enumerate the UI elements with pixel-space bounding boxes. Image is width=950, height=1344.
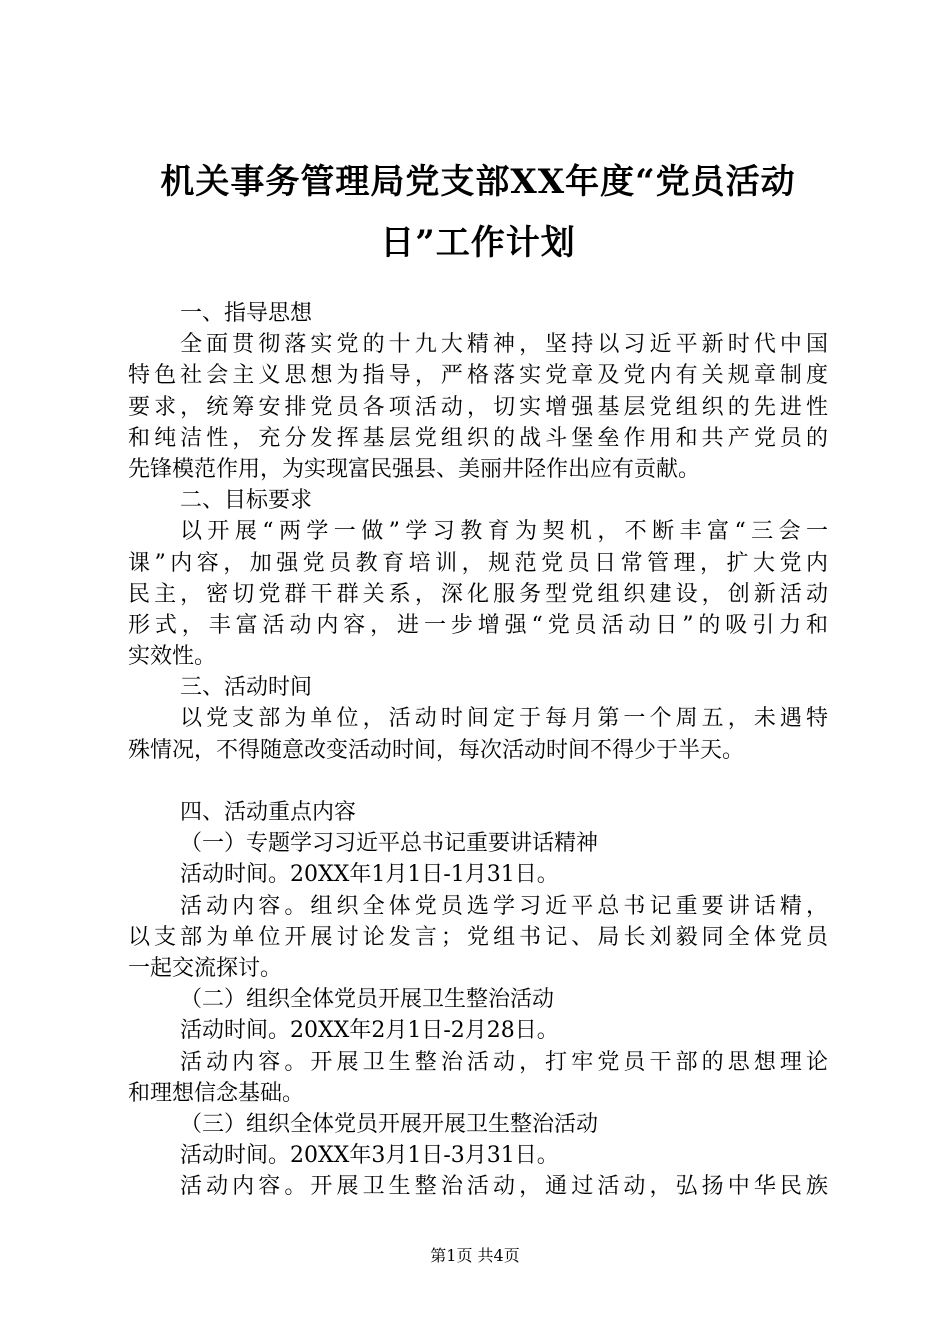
activity-time: 活动时间。20XX年2月1日-2月28日。 [180, 1018, 559, 1044]
paragraph-line: 课”内容，加强党员教育培训，规范党员日常管理，扩大党内 [128, 550, 828, 576]
activity-time: 活动时间。20XX年1月1日-1月31日。 [180, 862, 559, 888]
subsection-heading: （二）组织全体党员开展卫生整治活动 [180, 987, 555, 1013]
document-title-line-2: 日”工作计划 [380, 223, 576, 263]
paragraph-line: 特色社会主义思想为指导，严格落实党章及党内有关规章制度 [128, 363, 828, 389]
paragraph-line: 以党支部为单位，活动时间定于每月第一个周五，未遇特 [180, 706, 828, 732]
paragraph-line: 实效性。 [128, 644, 217, 670]
page-footer: 第1页 共4页 [430, 1246, 520, 1265]
paragraph-line: 民主，密切党群干群关系，深化服务型党组织建设，创新活动 [128, 581, 828, 607]
paragraph-line: 要求，统筹安排党员各项活动，切实增强基层党组织的先进性 [128, 394, 828, 420]
section-heading: 一、指导思想 [180, 301, 313, 326]
paragraph-line: 形式，丰富活动内容，进一步增强“党员活动日”的吸引力和 [128, 612, 828, 638]
paragraph-line: 全面贯彻落实党的十九大精神，坚持以习近平新时代中国 [180, 332, 828, 358]
paragraph-line: 活动内容。开展卫生整治活动，打牢党员干部的思想理论 [180, 1049, 828, 1075]
section-heading: 四、活动重点内容 [180, 800, 357, 825]
paragraph-line: 活动内容。组织全体党员选学习近平总书记重要讲话精， [180, 893, 828, 919]
blank-line [128, 766, 828, 797]
paragraph-line: 以开展“两学一做”学习教育为契机，不断丰富“三会一 [180, 519, 828, 545]
document-body [128, 298, 828, 1202]
paragraph-line: 一起交流探讨。 [128, 955, 283, 981]
paragraph-line: 先锋模范作用，为实现富民强县、美丽井陉作出应有贡献。 [128, 456, 701, 482]
subsection-heading: （一）专题学习习近平总书记重要讲话精神 [180, 831, 599, 857]
paragraph-line: 和理想信念基础。 [128, 1080, 305, 1106]
subsection-heading: （三）组织全体党员开展开展卫生整治活动 [180, 1111, 599, 1137]
document-title-line-1: 机关事务管理局党支部XX年度“党员活动 [160, 162, 796, 202]
section-heading: 三、活动时间 [180, 675, 313, 701]
section-heading: 二、目标要求 [180, 488, 313, 514]
paragraph-line: 以支部为单位开展讨论发言；党组书记、局长刘毅同全体党员 [128, 924, 828, 950]
paragraph-line: 和纯洁性，充分发挥基层党组织的战斗堡垒作用和共产党员的 [128, 425, 828, 451]
activity-time: 活动时间。20XX年3月1日-3月31日。 [180, 1143, 559, 1169]
paragraph-line: 殊情况，不得随意改变活动时间，每次活动时间不得少于半天。 [128, 737, 745, 763]
paragraph-line: 活动内容。开展卫生整治活动，通过活动，弘扬中华民族 [180, 1174, 828, 1200]
